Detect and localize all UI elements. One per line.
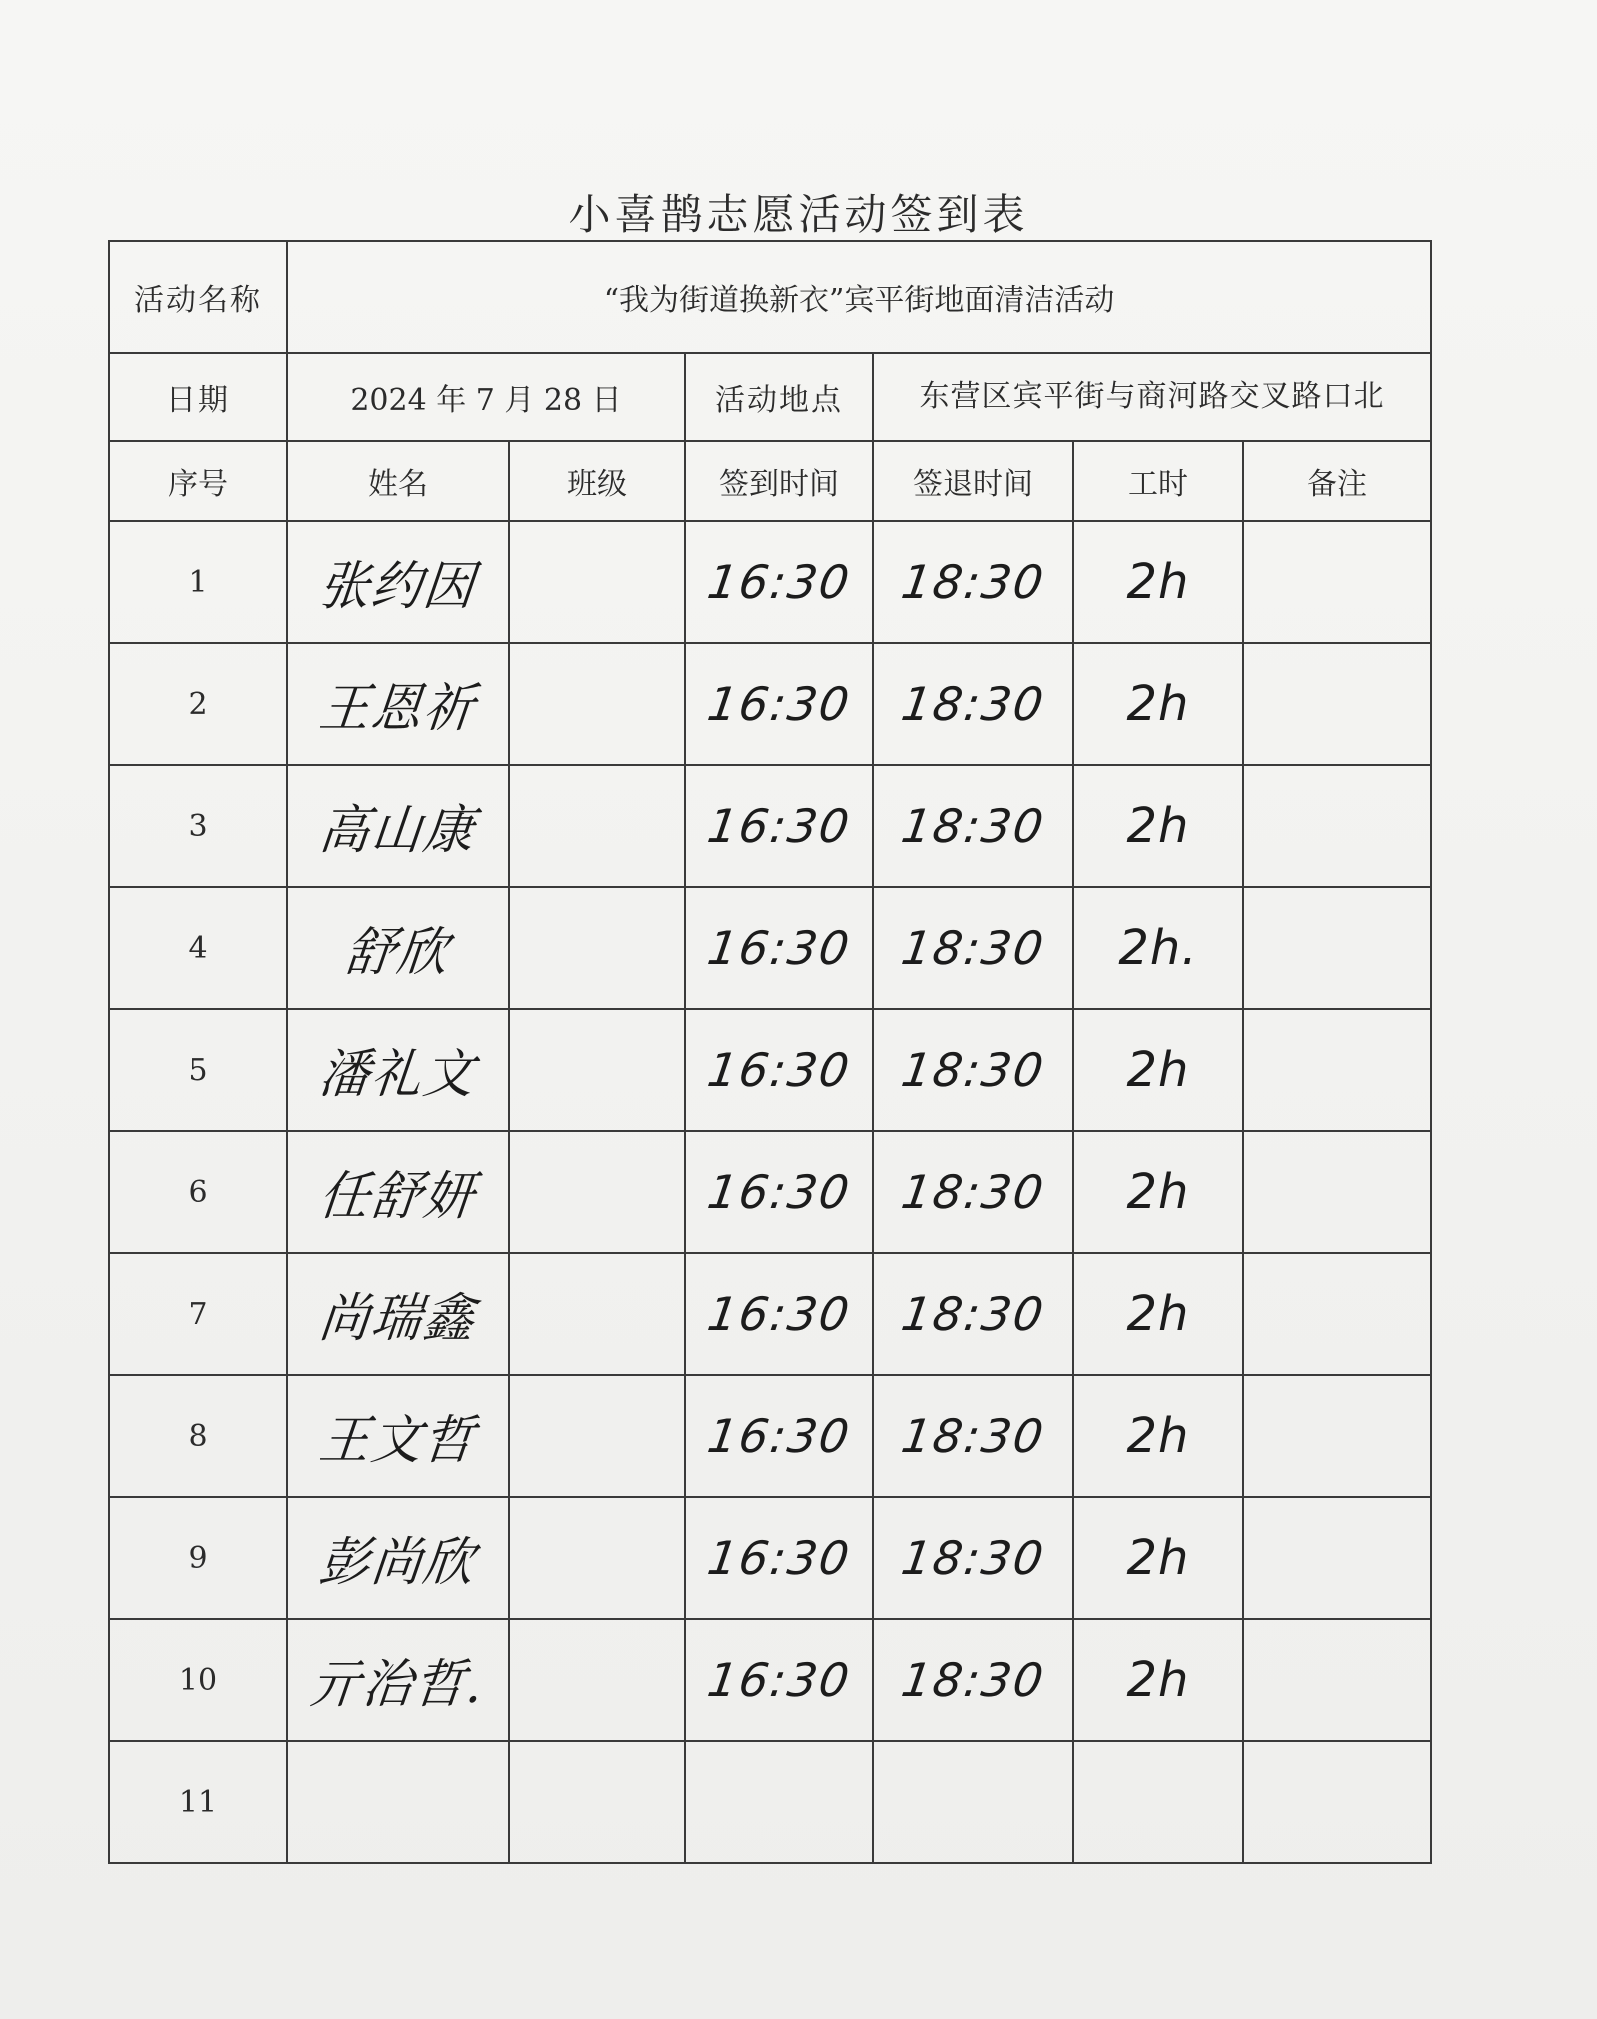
row-class-cell bbox=[509, 1131, 685, 1253]
row-checkout-time-cell bbox=[873, 521, 1073, 643]
row-note-cell bbox=[1243, 1619, 1431, 1741]
row-checkin-time: 16:30 bbox=[703, 1531, 855, 1585]
row-note-cell bbox=[1243, 643, 1431, 765]
activity-row bbox=[109, 241, 1431, 353]
row-name-signature-cell bbox=[287, 887, 509, 1009]
row-note-cell bbox=[1243, 887, 1431, 1009]
row-name-signature: 潘礼文 bbox=[316, 1043, 479, 1105]
row-name-signature-cell bbox=[287, 1741, 509, 1863]
table-row bbox=[109, 1253, 1431, 1375]
header-checkin: 签到时间 bbox=[685, 441, 873, 521]
table-row bbox=[109, 1497, 1431, 1619]
row-checkin-time: 16:30 bbox=[703, 921, 855, 975]
header-checkout: 签退时间 bbox=[873, 441, 1073, 521]
row-work-hours-cell bbox=[1073, 1741, 1243, 1863]
row-class-cell bbox=[509, 1619, 685, 1741]
row-class-cell bbox=[509, 643, 685, 765]
row-checkout-time-cell bbox=[873, 765, 1073, 887]
row-name-signature: 王恩祈 bbox=[316, 677, 479, 739]
row-work-hours: 2h bbox=[1126, 1286, 1190, 1342]
row-seq-cell: 6 bbox=[109, 1131, 287, 1253]
row-seq-cell: 3 bbox=[109, 765, 287, 887]
row-checkin-time: 16:30 bbox=[703, 1653, 855, 1707]
row-work-hours: 2h bbox=[1126, 676, 1190, 732]
table-row bbox=[109, 521, 1431, 643]
row-work-hours-cell bbox=[1073, 1009, 1243, 1131]
row-checkin-time-cell bbox=[685, 521, 873, 643]
table-row bbox=[109, 765, 1431, 887]
row-checkout-time: 18:30 bbox=[897, 1409, 1049, 1463]
row-name-signature: 王文哲 bbox=[316, 1409, 479, 1471]
row-checkin-time-cell bbox=[685, 1131, 873, 1253]
row-seq-cell: 1 bbox=[109, 521, 287, 643]
row-work-hours-cell bbox=[1073, 1253, 1243, 1375]
row-checkout-time: 18:30 bbox=[897, 1287, 1049, 1341]
row-checkout-time: 18:30 bbox=[897, 799, 1049, 853]
row-checkout-time: 18:30 bbox=[897, 1531, 1049, 1585]
row-note-cell bbox=[1243, 765, 1431, 887]
row-class-cell bbox=[509, 1009, 685, 1131]
table-row bbox=[109, 1741, 1431, 1863]
table-row bbox=[109, 1131, 1431, 1253]
row-checkin-time-cell bbox=[685, 1253, 873, 1375]
row-checkout-time-cell bbox=[873, 1131, 1073, 1253]
row-checkin-time: 16:30 bbox=[703, 799, 855, 853]
header-class: 班级 bbox=[509, 441, 685, 521]
row-work-hours: 2h bbox=[1126, 1530, 1190, 1586]
row-work-hours-cell bbox=[1073, 1497, 1243, 1619]
row-seq-cell: 11 bbox=[109, 1741, 287, 1863]
header-row bbox=[109, 441, 1431, 521]
row-note-cell bbox=[1243, 1741, 1431, 1863]
row-seq-cell: 9 bbox=[109, 1497, 287, 1619]
row-checkout-time-cell bbox=[873, 1375, 1073, 1497]
table-row bbox=[109, 1619, 1431, 1741]
row-checkout-time-cell bbox=[873, 1741, 1073, 1863]
signin-table bbox=[108, 240, 1432, 1864]
date-location-row bbox=[109, 353, 1431, 441]
row-checkout-time: 18:30 bbox=[897, 1653, 1049, 1707]
header-name: 姓名 bbox=[287, 441, 509, 521]
row-name-signature-cell bbox=[287, 1131, 509, 1253]
header-hours: 工时 bbox=[1073, 441, 1243, 521]
row-checkout-time: 18:30 bbox=[897, 555, 1049, 609]
row-checkin-time-cell bbox=[685, 1741, 873, 1863]
activity-name-label: 活动名称 bbox=[109, 241, 287, 353]
row-work-hours: 2h bbox=[1126, 1652, 1190, 1708]
row-seq-cell: 7 bbox=[109, 1253, 287, 1375]
location-value: 东营区宾平街与商河路交叉路口北 bbox=[873, 353, 1431, 441]
row-checkin-time: 16:30 bbox=[703, 1043, 855, 1097]
row-work-hours-cell bbox=[1073, 1375, 1243, 1497]
row-name-signature-cell bbox=[287, 643, 509, 765]
row-checkout-time: 18:30 bbox=[897, 921, 1049, 975]
row-checkin-time: 16:30 bbox=[703, 555, 855, 609]
row-work-hours-cell bbox=[1073, 887, 1243, 1009]
row-name-signature: 彭尚欣 bbox=[316, 1531, 479, 1593]
row-note-cell bbox=[1243, 521, 1431, 643]
date-value: 2024 年 7 月 28 日 bbox=[287, 353, 685, 441]
row-checkout-time-cell bbox=[873, 1619, 1073, 1741]
row-note-cell bbox=[1243, 1009, 1431, 1131]
table-row bbox=[109, 643, 1431, 765]
row-note-cell bbox=[1243, 1131, 1431, 1253]
row-name-signature: 尚瑞鑫 bbox=[316, 1287, 479, 1349]
row-work-hours: 2h. bbox=[1118, 920, 1198, 976]
row-work-hours: 2h bbox=[1126, 1408, 1190, 1464]
row-checkin-time: 16:30 bbox=[703, 677, 855, 731]
row-class-cell bbox=[509, 1741, 685, 1863]
document-title: 小喜鹊志愿活动签到表 bbox=[568, 190, 1029, 239]
row-note-cell bbox=[1243, 1497, 1431, 1619]
row-note-cell bbox=[1243, 1253, 1431, 1375]
row-seq-cell: 2 bbox=[109, 643, 287, 765]
row-name-signature: 高山康 bbox=[316, 799, 479, 861]
row-name-signature-cell bbox=[287, 1253, 509, 1375]
row-seq-cell: 8 bbox=[109, 1375, 287, 1497]
row-name-signature-cell bbox=[287, 1619, 509, 1741]
row-name-signature-cell bbox=[287, 1009, 509, 1131]
row-checkout-time: 18:30 bbox=[897, 677, 1049, 731]
row-checkout-time: 18:30 bbox=[897, 1043, 1049, 1097]
table-row bbox=[109, 1009, 1431, 1131]
row-note-cell bbox=[1243, 1375, 1431, 1497]
row-name-signature-cell bbox=[287, 521, 509, 643]
row-work-hours-cell bbox=[1073, 1619, 1243, 1741]
row-checkin-time-cell bbox=[685, 1619, 873, 1741]
row-work-hours-cell bbox=[1073, 1131, 1243, 1253]
row-checkin-time-cell bbox=[685, 1375, 873, 1497]
row-class-cell bbox=[509, 765, 685, 887]
row-checkout-time-cell bbox=[873, 1253, 1073, 1375]
row-work-hours-cell bbox=[1073, 643, 1243, 765]
row-name-signature: 任舒妍 bbox=[316, 1165, 479, 1227]
row-class-cell bbox=[509, 521, 685, 643]
row-seq-cell: 5 bbox=[109, 1009, 287, 1131]
row-name-signature-cell bbox=[287, 1375, 509, 1497]
header-seq: 序号 bbox=[109, 441, 287, 521]
row-work-hours-cell bbox=[1073, 521, 1243, 643]
row-seq-cell: 10 bbox=[109, 1619, 287, 1741]
row-checkout-time: 18:30 bbox=[897, 1165, 1049, 1219]
row-checkin-time-cell bbox=[685, 1497, 873, 1619]
row-work-hours-cell bbox=[1073, 765, 1243, 887]
row-checkin-time-cell bbox=[685, 643, 873, 765]
activity-name-value: “我为街道换新衣”宾平街地面清洁活动 bbox=[287, 241, 1431, 353]
table-row bbox=[109, 1375, 1431, 1497]
date-label: 日期 bbox=[109, 353, 287, 441]
row-checkout-time-cell bbox=[873, 887, 1073, 1009]
row-checkout-time-cell bbox=[873, 1497, 1073, 1619]
location-label: 活动地点 bbox=[685, 353, 873, 441]
row-checkin-time-cell bbox=[685, 765, 873, 887]
row-name-signature-cell bbox=[287, 1497, 509, 1619]
row-name-signature-cell bbox=[287, 765, 509, 887]
row-class-cell bbox=[509, 1375, 685, 1497]
row-name-signature: 舒欣 bbox=[342, 921, 453, 983]
row-seq-cell: 4 bbox=[109, 887, 287, 1009]
row-class-cell bbox=[509, 1253, 685, 1375]
rows-body bbox=[109, 521, 1431, 1863]
row-checkout-time-cell bbox=[873, 643, 1073, 765]
row-work-hours: 2h bbox=[1126, 554, 1190, 610]
row-checkin-time: 16:30 bbox=[703, 1409, 855, 1463]
row-work-hours: 2h bbox=[1126, 798, 1190, 854]
row-checkin-time-cell bbox=[685, 1009, 873, 1131]
row-checkout-time-cell bbox=[873, 1009, 1073, 1131]
row-work-hours: 2h bbox=[1126, 1164, 1190, 1220]
row-checkin-time: 16:30 bbox=[703, 1165, 855, 1219]
row-class-cell bbox=[509, 887, 685, 1009]
row-checkin-time-cell bbox=[685, 887, 873, 1009]
row-class-cell bbox=[509, 1497, 685, 1619]
row-work-hours: 2h bbox=[1126, 1042, 1190, 1098]
row-name-signature: 亓治哲. bbox=[307, 1653, 488, 1715]
table-row bbox=[109, 887, 1431, 1009]
header-note: 备注 bbox=[1243, 441, 1431, 521]
row-name-signature: 张约因 bbox=[316, 555, 479, 617]
row-checkin-time: 16:30 bbox=[703, 1287, 855, 1341]
